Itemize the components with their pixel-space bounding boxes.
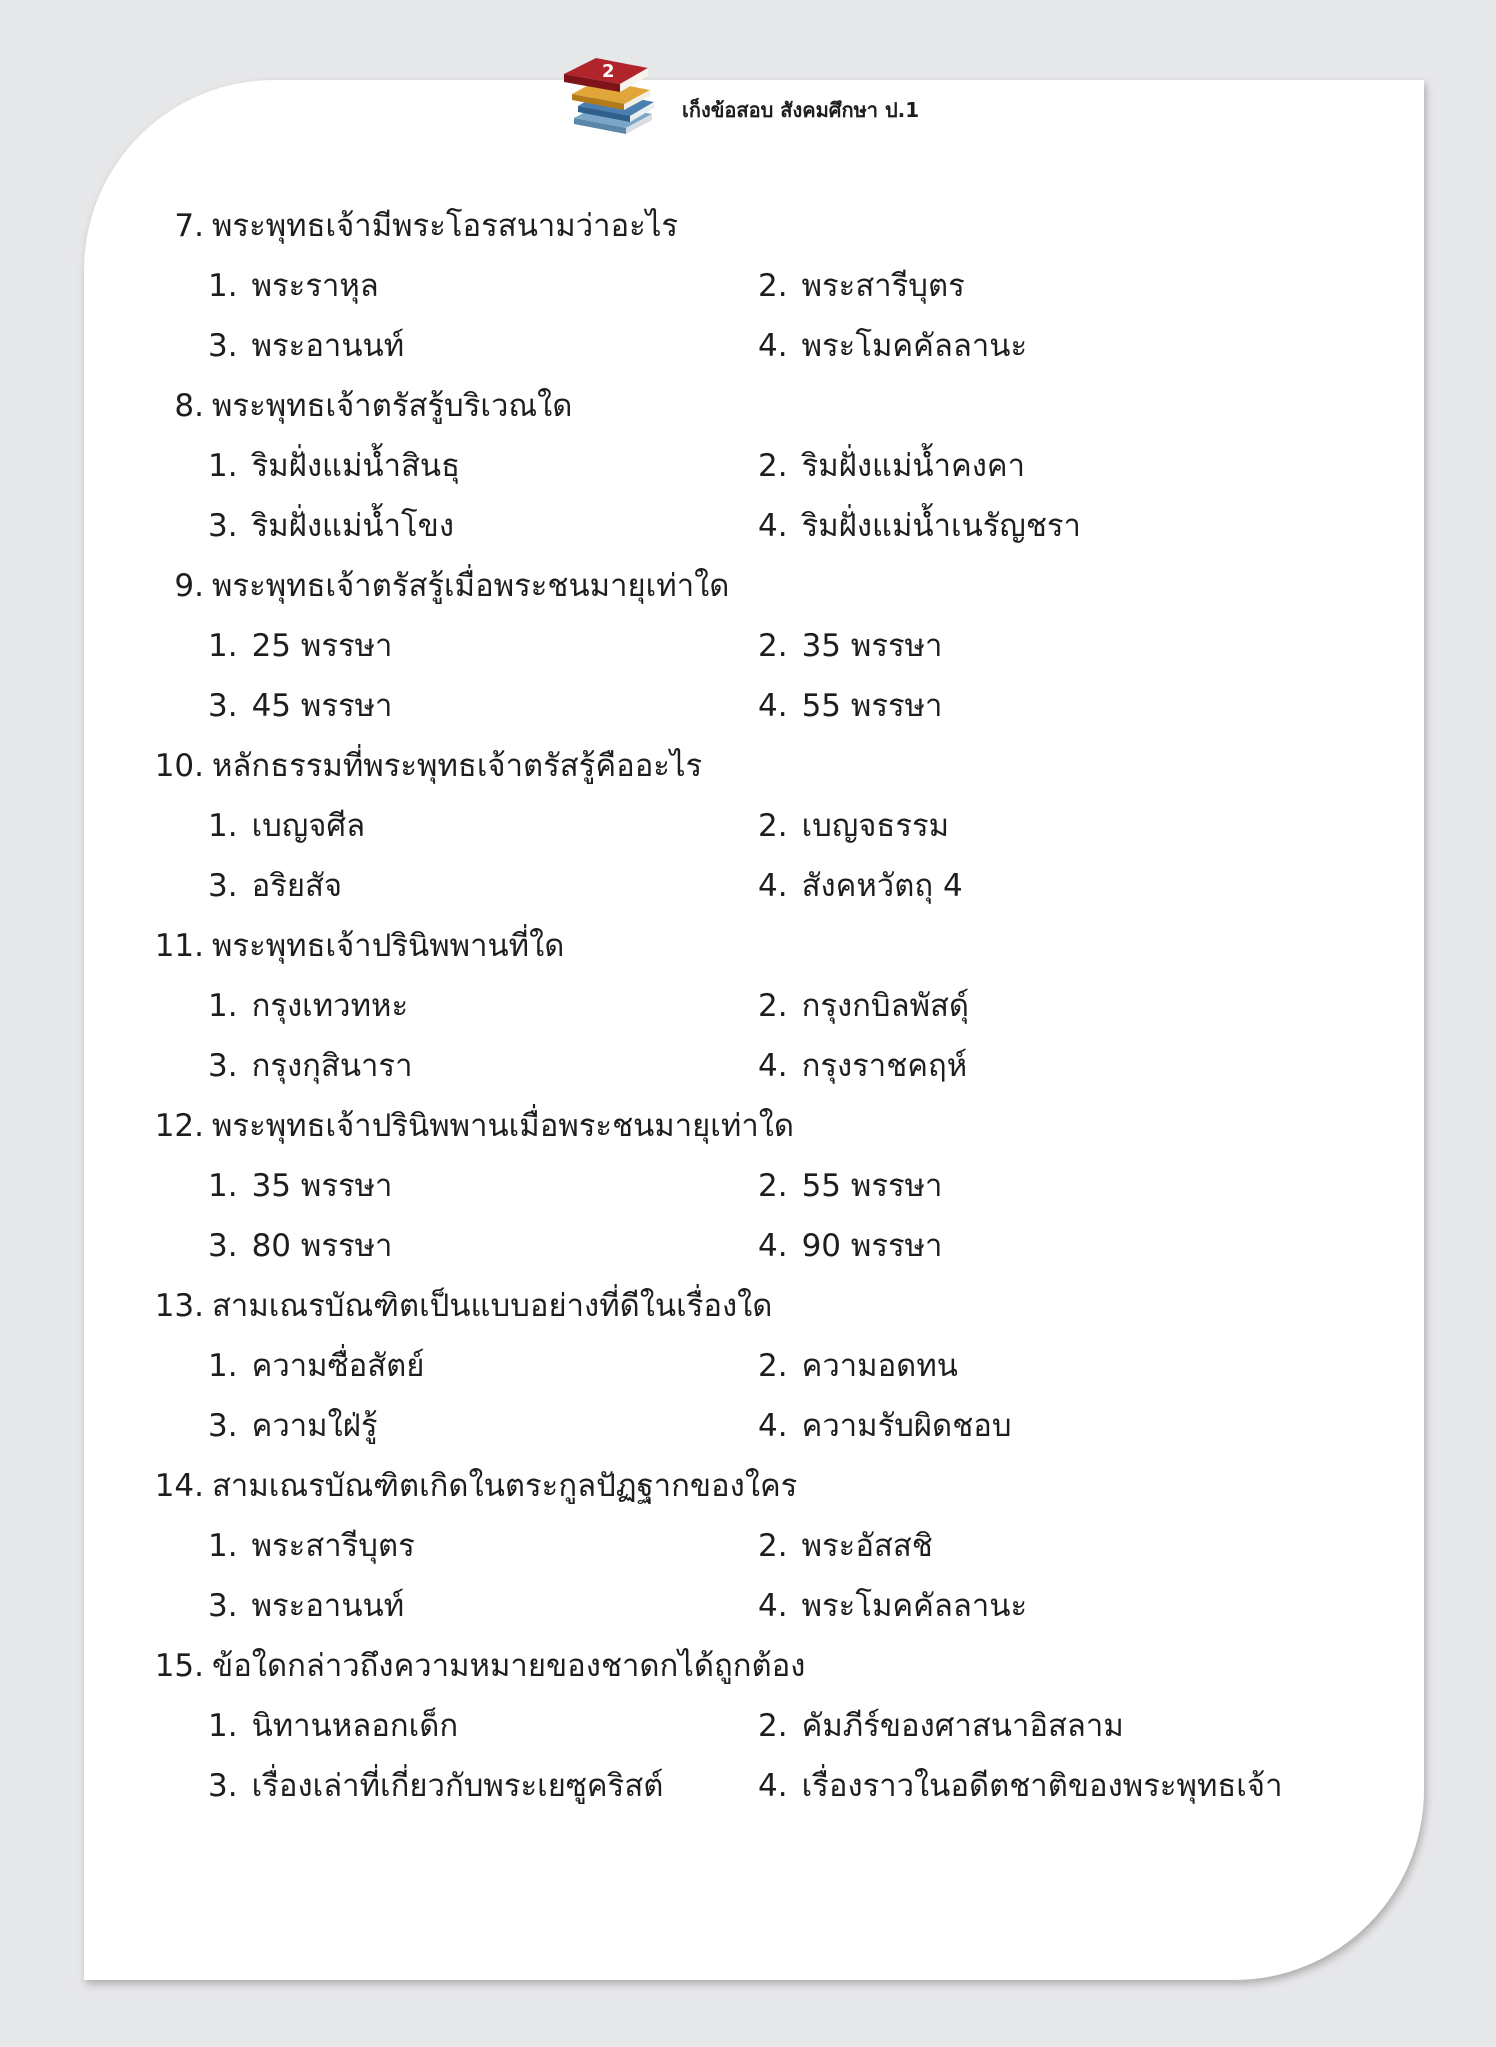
choice-3	[208, 506, 454, 546]
choice-1	[208, 806, 365, 846]
choice-number: 3.	[208, 1588, 238, 1624]
choice-text: 55 พรรษา	[801, 688, 943, 724]
choice-2	[758, 1526, 933, 1566]
choice-text: พระราหุล	[251, 268, 379, 304]
choice-text: ริมฝั่งแม่น้ำเนรัญชรา	[801, 508, 1081, 544]
question-number: 12.	[154, 1108, 204, 1144]
question-12	[152, 1106, 794, 1146]
question-10	[152, 746, 702, 786]
choice-4	[758, 1406, 1012, 1446]
choice-number: 1.	[208, 448, 238, 484]
choice-2	[758, 986, 969, 1026]
choice-number: 1.	[208, 808, 238, 844]
choice-1	[208, 1706, 458, 1746]
choice-number: 2.	[758, 1708, 788, 1744]
choice-4	[758, 1586, 1027, 1626]
question-number: 10.	[154, 748, 204, 784]
choice-number: 1.	[208, 1348, 238, 1384]
choice-text: สังคหวัตถุ 4	[801, 868, 963, 904]
choice-2	[758, 806, 949, 846]
question-text: พระพุทธเจ้าปรินิพพานเมื่อพระชนมายุเท่าใด	[212, 1108, 795, 1144]
choice-number: 3.	[208, 868, 238, 904]
choice-4	[758, 686, 942, 726]
choice-1	[208, 1166, 392, 1206]
question-number: 7.	[174, 208, 204, 244]
choice-number: 4.	[758, 1408, 788, 1444]
choice-text: 45 พรรษา	[251, 688, 393, 724]
question-text: สามเณรบัณฑิตเป็นแบบอย่างที่ดีในเรื่องใด	[212, 1288, 773, 1324]
choice-text: ความใฝ่รู้	[251, 1408, 378, 1444]
choice-text: กรุงเทวทหะ	[251, 988, 409, 1024]
choice-1	[208, 1346, 424, 1386]
choice-4	[758, 1766, 1282, 1806]
choice-number: 4.	[758, 1768, 788, 1804]
choice-3	[208, 1766, 663, 1806]
choice-2	[758, 626, 942, 666]
choice-number: 3.	[208, 1048, 238, 1084]
choice-text: 35 พรรษา	[251, 1168, 393, 1204]
question-number: 14.	[154, 1468, 204, 1504]
choice-3	[208, 1226, 392, 1266]
question-13	[152, 1286, 772, 1326]
choice-text: ริมฝั่งแม่น้ำสินธุ	[251, 448, 461, 484]
question-text: หลักธรรมที่พระพุทธเจ้าตรัสรู้คืออะไร	[212, 748, 703, 784]
page-header	[560, 48, 1020, 138]
choice-text: พระอานนท์	[251, 328, 405, 364]
choice-number: 3.	[208, 1228, 238, 1264]
choice-text: พระสารีบุตร	[801, 268, 965, 304]
choice-number: 4.	[758, 1588, 788, 1624]
choice-3	[208, 326, 404, 366]
choice-text: อริยสัจ	[251, 868, 343, 904]
choice-number: 4.	[758, 508, 788, 544]
choice-text: ความซื่อสัตย์	[251, 1348, 425, 1384]
choice-number: 1.	[208, 1168, 238, 1204]
choice-text: ความรับผิดชอบ	[801, 1408, 1012, 1444]
question-text: พระพุทธเจ้าตรัสรู้เมื่อพระชนมายุเท่าใด	[212, 568, 730, 604]
choice-text: พระอัสสชิ	[801, 1528, 933, 1564]
choice-number: 4.	[758, 688, 788, 724]
choice-text: ริมฝั่งแม่น้ำคงคา	[801, 448, 1025, 484]
header-title: เก็งข้อสอบ สังคมศึกษา ป.1	[682, 98, 920, 122]
question-text: พระพุทธเจ้าตรัสรู้บริเวณใด	[212, 388, 573, 424]
choice-number: 1.	[208, 628, 238, 664]
choice-text: ริมฝั่งแม่น้ำโขง	[251, 508, 454, 544]
choice-number: 3.	[208, 1408, 238, 1444]
choice-number: 1.	[208, 268, 238, 304]
question-text: สามเณรบัณฑิตเกิดในตระกูลปัฏฐากของใคร	[212, 1468, 798, 1504]
choice-text: กรุงกบิลพัสดุ์	[801, 988, 970, 1024]
choice-number: 4.	[758, 328, 788, 364]
choice-3	[208, 1046, 412, 1086]
choice-text: พระอานนท์	[251, 1588, 405, 1624]
question-7	[152, 206, 678, 246]
question-8	[152, 386, 572, 426]
question-text: ข้อใดกล่าวถึงความหมายของชาดกได้ถูกต้อง	[212, 1648, 806, 1684]
choice-3	[208, 1586, 404, 1626]
choice-number: 4.	[758, 868, 788, 904]
choice-number: 2.	[758, 268, 788, 304]
choice-text: 90 พรรษา	[801, 1228, 943, 1264]
choice-1	[208, 626, 392, 666]
question-text: พระพุทธเจ้าปรินิพพานที่ใด	[212, 928, 565, 964]
question-14	[152, 1466, 797, 1506]
question-text: พระพุทธเจ้ามีพระโอรสนามว่าอะไร	[212, 208, 679, 244]
choice-text: เรื่องเล่าที่เกี่ยวกับพระเยซูคริสต์	[251, 1768, 664, 1804]
choice-text: 25 พรรษา	[251, 628, 393, 664]
choice-number: 2.	[758, 1348, 788, 1384]
choice-number: 2.	[758, 1168, 788, 1204]
choice-text: พระสารีบุตร	[251, 1528, 415, 1564]
choice-1	[208, 986, 408, 1026]
choice-1	[208, 1526, 415, 1566]
choice-text: พระโมคคัลลานะ	[801, 1588, 1028, 1624]
choice-3	[208, 686, 392, 726]
page-number: 2	[602, 61, 615, 82]
question-number: 15.	[154, 1648, 204, 1684]
choice-2	[758, 446, 1025, 486]
choice-text: กรุงกุสินารา	[251, 1048, 413, 1084]
choice-text: กรุงราชคฤห์	[801, 1048, 968, 1084]
choice-2	[758, 1166, 942, 1206]
choice-number: 2.	[758, 448, 788, 484]
question-number: 8.	[174, 388, 204, 424]
choice-number: 3.	[208, 328, 238, 364]
choice-1	[208, 266, 379, 306]
choice-text: 80 พรรษา	[251, 1228, 393, 1264]
choice-text: เรื่องราวในอดีตชาติของพระพุทธเจ้า	[801, 1768, 1283, 1804]
question-number: 9.	[174, 568, 204, 604]
question-9	[152, 566, 729, 606]
choice-4	[758, 1226, 942, 1266]
choice-text: 35 พรรษา	[801, 628, 943, 664]
choice-2	[758, 1706, 1124, 1746]
choice-4	[758, 506, 1081, 546]
choice-text: เบญจศีล	[251, 808, 366, 844]
choice-3	[208, 866, 342, 906]
question-11	[152, 926, 564, 966]
choice-text: ความอดทน	[801, 1348, 958, 1384]
choice-4	[758, 326, 1027, 366]
choice-number: 4.	[758, 1228, 788, 1264]
choice-text: นิทานหลอกเด็ก	[251, 1708, 459, 1744]
choice-number: 2.	[758, 988, 788, 1024]
choice-number: 3.	[208, 508, 238, 544]
choice-number: 2.	[758, 1528, 788, 1564]
choice-3	[208, 1406, 378, 1446]
choice-text: คัมภีร์ของศาสนาอิสลาม	[801, 1708, 1124, 1744]
choice-text: พระโมคคัลลานะ	[801, 328, 1028, 364]
choice-4	[758, 866, 963, 906]
question-15	[152, 1646, 805, 1686]
choice-4	[758, 1046, 967, 1086]
choice-number: 1.	[208, 1528, 238, 1564]
choice-number: 2.	[758, 808, 788, 844]
choice-number: 4.	[758, 1048, 788, 1084]
choice-2	[758, 266, 965, 306]
question-number: 11.	[154, 928, 204, 964]
choice-number: 1.	[208, 988, 238, 1024]
choice-number: 3.	[208, 688, 238, 724]
choice-number: 2.	[758, 628, 788, 664]
choice-text: 55 พรรษา	[801, 1168, 943, 1204]
choice-1	[208, 446, 460, 486]
choice-text: เบญจธรรม	[801, 808, 950, 844]
choice-number: 3.	[208, 1768, 238, 1804]
question-number: 13.	[154, 1288, 204, 1324]
choice-2	[758, 1346, 958, 1386]
choice-number: 1.	[208, 1708, 238, 1744]
